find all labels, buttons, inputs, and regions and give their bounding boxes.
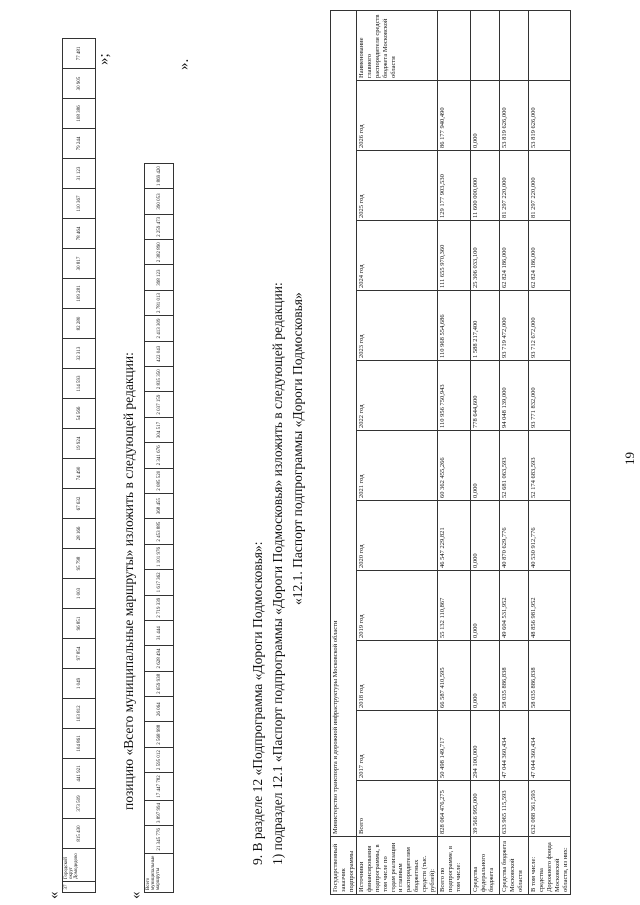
table-cell: 55 132 110,867 <box>438 571 471 641</box>
table-cell <box>529 11 571 81</box>
table-cell: 304 517 <box>145 417 174 442</box>
table-cell: 1 588 217,400 <box>471 291 500 361</box>
table-cell: 49 604 531,952 <box>500 571 529 641</box>
table-cell: 2 659 938 <box>145 671 174 696</box>
table-cell: 39 566 995,000 <box>471 781 500 837</box>
table-cell: 28 166 <box>63 519 96 549</box>
table-cell: 1 869 420 <box>145 163 174 188</box>
column-header: 2026 год <box>357 81 438 151</box>
table-cell: 390 053 <box>145 189 174 214</box>
table-cell: 53 819 626,000 <box>529 81 571 151</box>
table-cell: 108 386 <box>63 99 96 129</box>
page-number: 19 <box>622 452 637 465</box>
table-cell: 82 280 <box>63 309 96 339</box>
subsection-line: 1) подраздел 12.1 «Паспорт подпрограммы «Дороги Подмосковья» изложить в следующей редакции: <box>270 282 285 865</box>
table-cell: 50 498 149,717 <box>438 711 471 781</box>
table-cell: 110 367 <box>63 189 96 219</box>
table-row <box>471 11 500 895</box>
table-cell: 26 064 <box>145 697 174 722</box>
table-cell: 48 856 981,952 <box>529 571 571 641</box>
column-header: 2022 год <box>357 361 438 431</box>
row-label: Всего по подпрограмме, в том числе: <box>438 837 471 895</box>
table-cell: 0,000 <box>471 641 500 711</box>
column-header: Всего <box>357 781 438 837</box>
table-row <box>529 11 571 895</box>
table-cell: 60 362 455,266 <box>438 431 471 501</box>
column-header: Наименование главного распорядителя средств бюджета Московской области <box>357 11 438 81</box>
table-district-row <box>62 38 96 893</box>
table-cell: 2 453 885 <box>145 519 174 544</box>
table-passport <box>330 10 571 895</box>
table-cell: 109 281 <box>63 279 96 309</box>
table-cell: 74 490 <box>63 459 96 489</box>
table-cell: 31 444 <box>145 620 174 645</box>
table-cell: 104 861 <box>63 729 96 759</box>
table-cell: 94 048 139,000 <box>500 361 529 431</box>
table-cell <box>500 11 529 81</box>
table-cell: 81 297 220,000 <box>529 151 571 221</box>
table-cell: 633 965 115,593 <box>500 781 529 837</box>
table-cell: 373 509 <box>63 789 96 819</box>
table-header-row <box>357 11 438 895</box>
table-cell: 79 244 <box>63 129 96 159</box>
table-cell: 58 035 886,838 <box>529 641 571 711</box>
table-total-routes <box>144 163 174 893</box>
table-cell: 0,000 <box>471 571 500 641</box>
table-cell: 58 035 886,838 <box>500 641 529 711</box>
table-cell: 2 037 159 <box>145 392 174 417</box>
row-label: Городской округ Домодедово <box>63 849 96 882</box>
table-cell: 815 430 <box>63 819 96 849</box>
table-cell: 103 812 <box>63 699 96 729</box>
table-cell: 62 824 186,000 <box>500 221 529 291</box>
quote-open: « <box>46 891 62 899</box>
passport-title: «12.1. Паспорт подпрограммы «Дороги Подмосковья» <box>290 292 305 605</box>
table-cell: 81 297 220,000 <box>500 151 529 221</box>
table-row <box>145 163 174 892</box>
quote-close: »; <box>96 53 112 65</box>
table-cell: 19 924 <box>63 429 96 459</box>
quote-open-2: « <box>128 891 144 899</box>
table-cell: 2 781 013 <box>145 290 174 315</box>
table-cell: 2 719 339 <box>145 595 174 620</box>
table-cell: 62 824 186,000 <box>529 221 571 291</box>
table-cell: 30 905 <box>63 69 96 99</box>
table-cell: 40 530 912,776 <box>529 501 571 571</box>
table-cell: 2 259 473 <box>145 214 174 239</box>
table-row <box>331 11 357 895</box>
table-cell: 96 851 <box>63 609 96 639</box>
table-cell: 111 655 970,360 <box>438 221 471 291</box>
table-cell: 93 712 672,000 <box>529 291 571 361</box>
item-phrase: позицию «Всего муниципальные маршруты» изложить в следующей редакции: <box>121 352 136 810</box>
table-cell: 422 043 <box>145 341 174 366</box>
table-cell: 32 313 <box>63 339 96 369</box>
table-cell: 441 921 <box>63 759 96 789</box>
table-cell: 93 771 832,000 <box>529 361 571 431</box>
table-cell: 0,000 <box>471 501 500 571</box>
column-header: 2024 год <box>357 221 438 291</box>
column-header: 2025 год <box>357 151 438 221</box>
table-cell: 2 835 350 <box>145 367 174 392</box>
table-cell: 40 870 629,776 <box>500 501 529 571</box>
table-cell: 47 044 360,434 <box>529 711 571 781</box>
table-cell: 86 177 940,490 <box>438 81 471 151</box>
column-header: 2017 год <box>357 711 438 781</box>
table-cell <box>471 11 500 81</box>
table-cell: 1 049 <box>63 669 96 699</box>
table-cell: 2 628 494 <box>145 646 174 671</box>
table-cell: 54 566 <box>63 399 96 429</box>
table-cell: 52 681 063,593 <box>500 431 529 501</box>
table-cell: 2 341 676 <box>145 443 174 468</box>
section-line: 9. В разделе 12 «Подпрограмма «Дороги Подмосковья»: <box>250 541 265 865</box>
row-label: Средства федерального бюджета <box>471 837 500 895</box>
table-row <box>500 11 529 895</box>
column-header: 2019 год <box>357 571 438 641</box>
table-cell: 78 464 <box>63 219 96 249</box>
table-cell: 0,000 <box>471 81 500 151</box>
table-cell: 1 003 <box>63 579 96 609</box>
table-cell: 30 817 <box>63 249 96 279</box>
table-cell: 110 968 554,686 <box>438 291 471 361</box>
table-cell: 0,000 <box>471 431 500 501</box>
table-cell: 31 123 <box>63 159 96 189</box>
row-label: Всего муниципальные маршруты <box>145 853 174 892</box>
table-cell: 129 177 903,530 <box>438 151 471 221</box>
table-cell: 2 382 890 <box>145 240 174 265</box>
table-cell: 67 632 <box>63 489 96 519</box>
table-cell: 52 174 683,593 <box>529 431 571 501</box>
table-cell: 2 413 309 <box>145 316 174 341</box>
table-cell: 46 547 229,821 <box>438 501 471 571</box>
table-cell: 2 085 520 <box>145 468 174 493</box>
table-cell: 828 064 476,275 <box>438 781 471 837</box>
table-cell: 398 123 <box>145 265 174 290</box>
table-cell: 1 101 976 <box>145 544 174 569</box>
table-cell: 93 719 472,000 <box>500 291 529 361</box>
column-header: 2023 год <box>357 291 438 361</box>
table-cell: 53 819 626,000 <box>500 81 529 151</box>
sources-label: Источники финансирования подпрограммы, в том числе по годам реализации и главным распорядителям бюджетных средств (тыс. рублей): <box>357 837 438 895</box>
table-cell: 25 306 033,100 <box>471 221 500 291</box>
table-cell: 21 345 776 <box>145 826 174 854</box>
table-cell: 47 044 360,434 <box>500 711 529 781</box>
table-cell: 632 088 361,593 <box>529 781 571 837</box>
table-cell: 294 100,000 <box>471 711 500 781</box>
customer-label: Государственный заказчик подпрограммы <box>331 837 357 895</box>
table-cell: 368 455 <box>145 493 174 518</box>
table-cell: 17 447 782 <box>145 773 174 801</box>
table-cell: 110 956 750,943 <box>438 361 471 431</box>
table-cell: 114 593 <box>63 369 96 399</box>
column-header: 2018 год <box>357 641 438 711</box>
table-row <box>63 39 96 893</box>
table-cell: 778 644,600 <box>471 361 500 431</box>
table-cell: 11 600 000,000 <box>471 151 500 221</box>
row-label: В том числе: средства Дорожного фонда Московской области, из них: <box>529 837 571 895</box>
table-cell: 97 854 <box>63 639 96 669</box>
table-cell <box>438 11 471 81</box>
column-header: 2020 год <box>357 501 438 571</box>
table-cell: 2 595 012 <box>145 747 174 772</box>
row-number: 37 <box>63 882 96 893</box>
row-label: Средства бюджета Московской области <box>500 837 529 895</box>
table-cell: 1 617 362 <box>145 570 174 595</box>
table-cell: 95 798 <box>63 549 96 579</box>
table-cell: 77 481 <box>63 39 96 69</box>
quote-close-2: ». <box>176 58 192 70</box>
column-header: 2021 год <box>357 431 438 501</box>
table-row <box>438 11 471 895</box>
customer-value: Министерство транспорта и дорожной инфраструктуры Московской области <box>331 11 357 837</box>
table-cell: 2 568 988 <box>145 722 174 747</box>
table-cell: 3 897 994 <box>145 800 174 825</box>
table-cell: 66 587 410,595 <box>438 641 471 711</box>
